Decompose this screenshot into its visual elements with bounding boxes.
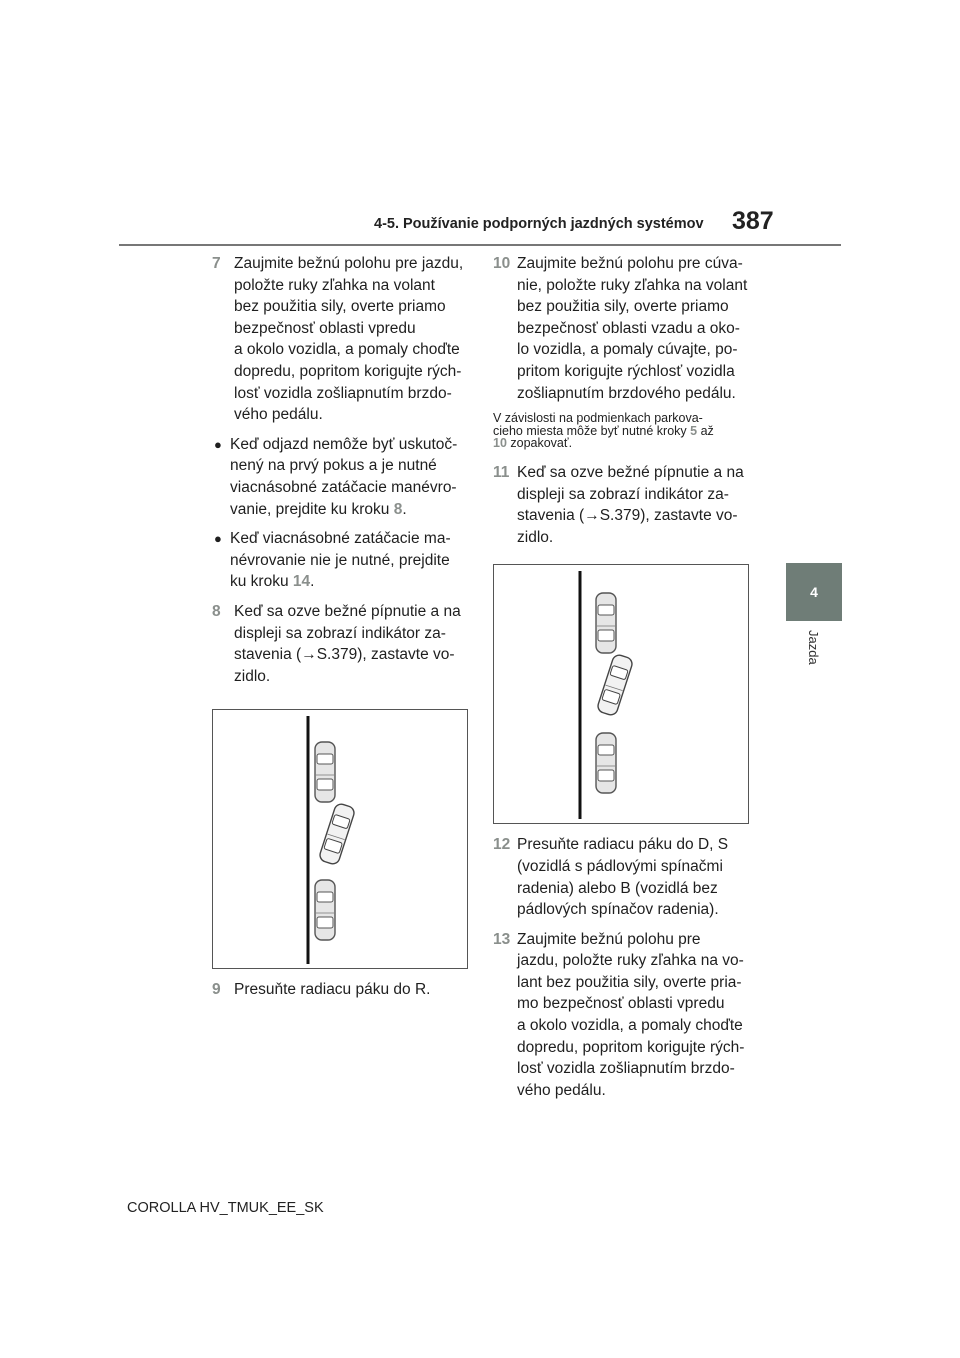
text-span: ku kroku [230, 573, 293, 591]
text-line: dopredu, popritom korigujte rých- [517, 1038, 745, 1056]
header-section-title: 4-5. Používanie podporných jazdných systémov [374, 216, 704, 232]
right-column [493, 253, 755, 1109]
step-8 [212, 601, 474, 687]
text-line: zošliapnutím brzdového pedálu. [517, 384, 736, 402]
bullet-no-maneuvers [214, 528, 474, 593]
text-line: lo vozidla, a pomaly cúvajte, po- [517, 341, 738, 359]
text-line: Keď sa ozve bežné pípnutie a na [517, 463, 744, 481]
text-span: až [697, 423, 714, 438]
text-line: losť vozidla zošliapnutím brzdo- [234, 384, 452, 402]
text-line: Zaujmite bežnú polohu pre jazdu, [234, 255, 464, 272]
bullet-dot-icon: ● [214, 531, 222, 547]
left-column [212, 253, 474, 1009]
text-line: bezpečnosť oblasti vzadu a oko- [517, 319, 740, 337]
step-reference: 5 [690, 423, 698, 438]
step-reference: 14 [292, 573, 311, 591]
text-line: stavenia (→S.379), zastavte vo- [234, 646, 455, 664]
parked-car-rear-icon [315, 880, 335, 940]
step-10 [493, 253, 755, 404]
bullet-text [230, 528, 451, 593]
parking-illustration-forward [212, 709, 468, 969]
step-text [234, 979, 430, 1001]
step-7 [212, 253, 474, 426]
bullet-multiple-maneuvers [214, 434, 474, 520]
text-line: vého pedálu. [234, 406, 323, 424]
text-line: bezpečnosť oblasti vpredu [234, 319, 416, 337]
parking-diagram-svg [494, 565, 750, 825]
step-number: 11 [493, 463, 510, 481]
text-line: Keď odjazd nemôže byť uskutoč- [230, 435, 458, 453]
text-span: zopakovať. [506, 436, 573, 451]
step-reference: 8 [393, 500, 403, 518]
text-line: zidlo. [517, 528, 554, 546]
step-13 [493, 929, 755, 1102]
text-line: nený na prvý pokus a je nutné [230, 457, 437, 475]
text-line: a okolo vozidla, a pomaly choďte [517, 1017, 743, 1035]
chapter-tab [786, 563, 842, 621]
parked-car-front-icon [315, 742, 335, 802]
text-line: položte ruky zľahka na volant [234, 276, 435, 294]
text-line: mo bezpečnosť oblasti vpredu [517, 995, 725, 1013]
step-number: 13 [493, 930, 511, 948]
text-line: Presuňte radiacu páku do D, S [517, 836, 729, 854]
step-number: 12 [493, 836, 511, 854]
maneuvering-car-icon [596, 654, 634, 717]
bullet-text [230, 434, 457, 520]
text-span: . [402, 500, 407, 518]
parked-car-front-icon [596, 593, 616, 653]
text-line: Keď sa ozve bežné pípnutie a na [234, 602, 461, 620]
text-line: névrovanie nie je nutné, prejdite [230, 551, 450, 569]
text-line: pádlových spínačov radenia). [517, 901, 719, 919]
text-line: zidlo. [234, 667, 271, 685]
text-span: cieho miesta môže byť nutné kroky [493, 423, 691, 438]
step-number: 8 [212, 602, 221, 620]
step-number: 9 [212, 981, 221, 999]
step-number: 10 [493, 255, 511, 272]
text-line: vého pedálu. [517, 1081, 606, 1099]
text-line: displeji sa zobrazí indikátor za- [234, 624, 446, 642]
step-12 [493, 834, 755, 920]
text-line: bez použitia sily, overte priamo [234, 298, 446, 316]
parked-car-rear-icon [596, 733, 616, 793]
text-line: pritom korigujte rýchlosť vozidla [517, 362, 735, 380]
text-line [230, 571, 451, 593]
text-line: stavenia (→S.379), zastavte vo- [517, 507, 738, 525]
text-line: Zaujmite bežnú polohu pre [517, 930, 701, 948]
parking-illustration-reverse [493, 564, 749, 824]
step-reference: 10 [493, 436, 507, 451]
text-line: Zaujmite bežnú polohu pre cúva- [517, 255, 743, 272]
chapter-number: 4 [810, 584, 818, 600]
text-line: displeji sa zobrazí indikátor za- [517, 485, 729, 503]
bullet-dot-icon: ● [214, 436, 222, 452]
step-text [517, 253, 747, 404]
text-line: dopredu, popritom korigujte rých- [234, 362, 462, 380]
text-line [230, 499, 457, 521]
note-line: V závislosti na podmienkach parkova- [493, 411, 703, 426]
text-line: lant bez použitia sily, overte pria- [517, 973, 742, 991]
text-line: radenia) alebo B (vozidlá bez [517, 879, 718, 897]
step-11 [493, 462, 755, 548]
maneuvering-car-icon [318, 803, 356, 866]
step-text [517, 462, 744, 548]
step-text [517, 834, 728, 920]
text-line: viacnásobné zatáčacie manévro- [230, 478, 457, 496]
step-9 [212, 979, 474, 1001]
parking-diagram-svg [213, 710, 469, 970]
step-text [517, 929, 744, 1102]
note-line [493, 437, 755, 450]
header-rule [119, 244, 841, 246]
text-span: vanie, prejdite ku kroku [230, 500, 394, 518]
text-line: nie, položte ruky zľahka na volant [517, 276, 748, 294]
text-line: a okolo vozidla, a pomaly choďte [234, 341, 460, 359]
step-text [234, 601, 461, 687]
text-line: Presuňte radiacu páku do R. [234, 981, 431, 999]
text-line: losť vozidla zošliapnutím brzdo- [517, 1060, 735, 1078]
text-line: Keď viacnásobné zatáčacie ma- [230, 530, 451, 548]
text-line: (vozidlá s pádlovými spínačmi [517, 857, 723, 875]
step-text [234, 253, 463, 426]
footer-model-code: COROLLA HV_TMUK_EE_SK [127, 1200, 324, 1216]
step-number: 7 [212, 255, 221, 272]
text-line: bez použitia sily, overte priamo [517, 298, 729, 316]
repeat-steps-note [493, 412, 755, 450]
text-span: . [310, 573, 315, 591]
page-number: 387 [732, 207, 774, 235]
chapter-label: Jazda [806, 630, 821, 665]
text-line: jazdu, položte ruky zľahka na vo- [517, 952, 744, 970]
